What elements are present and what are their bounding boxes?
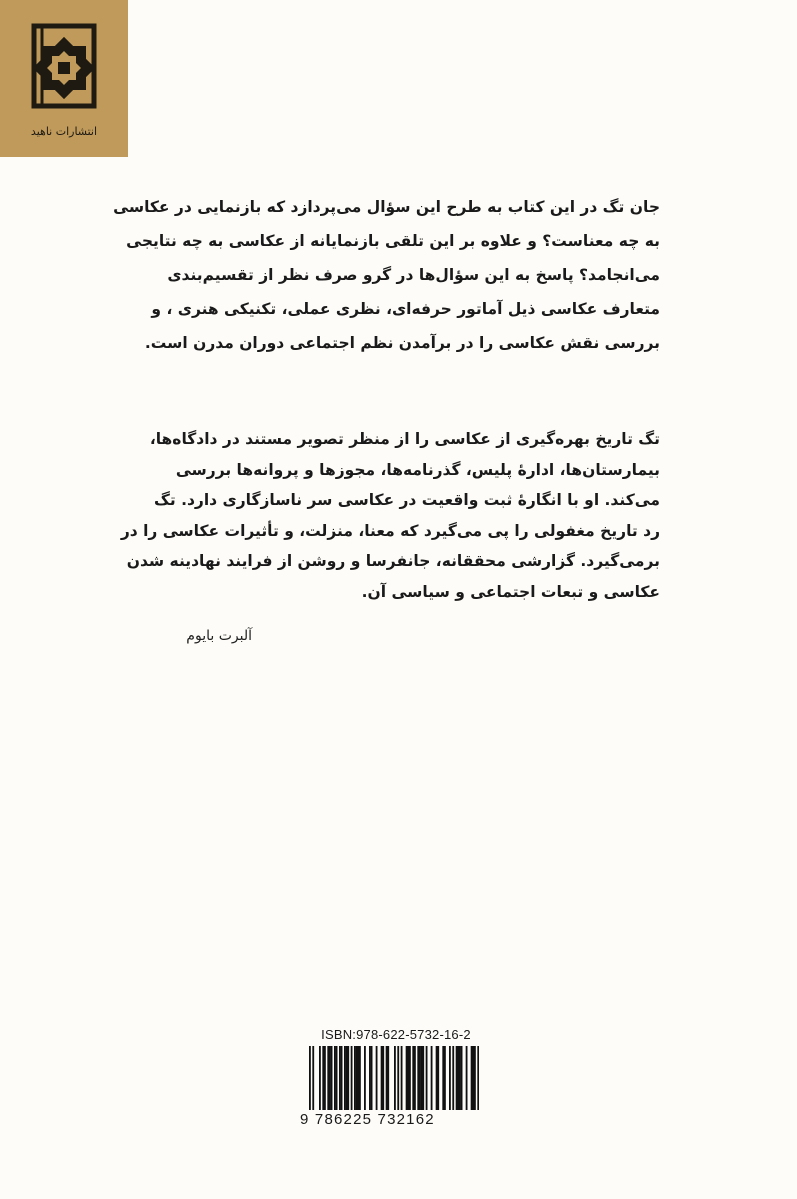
barcode-bar <box>477 1046 479 1110</box>
barcode-bar <box>414 1046 416 1110</box>
barcode-bar <box>356 1046 358 1110</box>
barcode-bar <box>327 1046 329 1110</box>
barcode-bar <box>426 1046 428 1110</box>
barcode-bar <box>309 1046 311 1110</box>
barcode-bar <box>359 1046 361 1110</box>
barcode-bar <box>436 1046 438 1110</box>
barcode-bar <box>456 1046 458 1110</box>
barcode-bar <box>376 1046 378 1110</box>
barcode-bar <box>354 1046 356 1110</box>
text-line: بررسی نقش عکاسی را در برآمدن نظم اجتماعی دوران مدرن است. <box>144 334 660 352</box>
barcode-bar <box>381 1046 383 1110</box>
text-line: می‌کند. او با انگارهٔ ثبت واقعیت در عکاسی سر ناسازگاری دارد. تگ <box>153 491 660 509</box>
text-line: بیمارستان‌ها، ادارهٔ پلیس، گذرنامه‌ها، مجوزها و پروانه‌ها بررسی <box>175 460 660 479</box>
text-line: عکاسی و تبعات اجتماعی و سیاسی آن. <box>361 582 660 601</box>
barcode-bar <box>347 1046 349 1110</box>
barcode-bar <box>461 1046 463 1110</box>
text-line: متعارف عکاسی ذیل آماتور حرفه‌ای، نظری عملی، تکنیکی هنری ، و <box>151 300 660 318</box>
barcode-bar <box>334 1046 336 1110</box>
barcode-bar <box>324 1046 326 1110</box>
barcode-bar <box>421 1046 423 1110</box>
barcode-bar <box>394 1046 396 1110</box>
barcode-bar <box>444 1046 446 1110</box>
barcode-bar <box>431 1046 433 1110</box>
review-author: آلبرت بایوم <box>186 628 252 644</box>
barcode-bar <box>382 1046 384 1110</box>
barcode-bar <box>312 1046 314 1110</box>
barcode-bar <box>322 1046 324 1110</box>
barcode-bar <box>422 1046 424 1110</box>
text-line: برمی‌گیرد. گزارشی محققانه، جانفرسا و روشن از فرایند نهادینه شدن <box>126 552 660 570</box>
barcode-bar <box>371 1046 373 1110</box>
barcode-bar <box>472 1046 474 1110</box>
barcode-bar <box>412 1046 414 1110</box>
barcode-digits: 9 786225 732162 <box>300 1111 435 1128</box>
barcode-bar <box>369 1046 371 1110</box>
barcode-bar <box>474 1046 476 1110</box>
barcode-bar <box>341 1046 343 1110</box>
text-line: رد تاریخ مغفولی را پی می‌گیرد که معنا، منزلت، و تأثیرات عکاسی را در <box>120 521 660 540</box>
barcode <box>309 1046 479 1110</box>
text-line: می‌انجامد؟ پاسخ به این سؤال‌ها در گرو صرف نظر از تقسیم‌بندی <box>167 266 660 284</box>
barcode-bar <box>449 1046 451 1110</box>
isbn-label: ISBN:978-622-5732-16-2 <box>321 1027 471 1042</box>
barcode-bar <box>319 1046 321 1110</box>
barcode-bar <box>351 1046 353 1110</box>
publisher-name: انتشارات ناهید <box>30 125 98 138</box>
barcode-bar <box>386 1046 388 1110</box>
barcode-bar <box>442 1046 444 1110</box>
barcode-bar <box>452 1046 454 1110</box>
barcode-bar <box>401 1046 403 1110</box>
review-paragraph <box>120 424 660 607</box>
barcode-bar <box>419 1046 421 1110</box>
text-line: جان تگ در این کتاب به طرح این سؤال می‌پردازد که بازنمایی در عکاسی <box>113 198 660 216</box>
barcode-bar <box>459 1046 461 1110</box>
barcode-bar <box>397 1046 399 1110</box>
barcode-bar <box>344 1046 346 1110</box>
barcode-bar <box>331 1046 333 1110</box>
barcode-bar <box>471 1046 473 1110</box>
barcode-bar <box>466 1046 468 1110</box>
description-paragraph-1 <box>113 190 660 360</box>
barcode-bar <box>346 1046 348 1110</box>
barcode-bar <box>329 1046 331 1110</box>
barcode-bar <box>339 1046 341 1110</box>
barcode-bar <box>409 1046 411 1110</box>
barcode-bar <box>407 1046 409 1110</box>
barcode-bar <box>387 1046 389 1110</box>
star-book-icon <box>16 20 112 120</box>
barcode-bar <box>357 1046 359 1110</box>
barcode-bar <box>437 1046 439 1110</box>
barcode-bar <box>406 1046 408 1110</box>
barcode-bar <box>457 1046 459 1110</box>
barcode-bar <box>364 1046 366 1110</box>
publisher-logo <box>0 0 128 157</box>
barcode-bar <box>336 1046 338 1110</box>
text-line: تگ تاریخ بهره‌گیری از عکاسی را از منظر تصویر مستند در دادگاه‌ها، <box>149 430 660 448</box>
text-line: به چه معناست؟ و علاوه بر این تلقی بازنمایانه از عکاسی به چه نتایجی <box>126 232 660 250</box>
barcode-bar <box>417 1046 419 1110</box>
